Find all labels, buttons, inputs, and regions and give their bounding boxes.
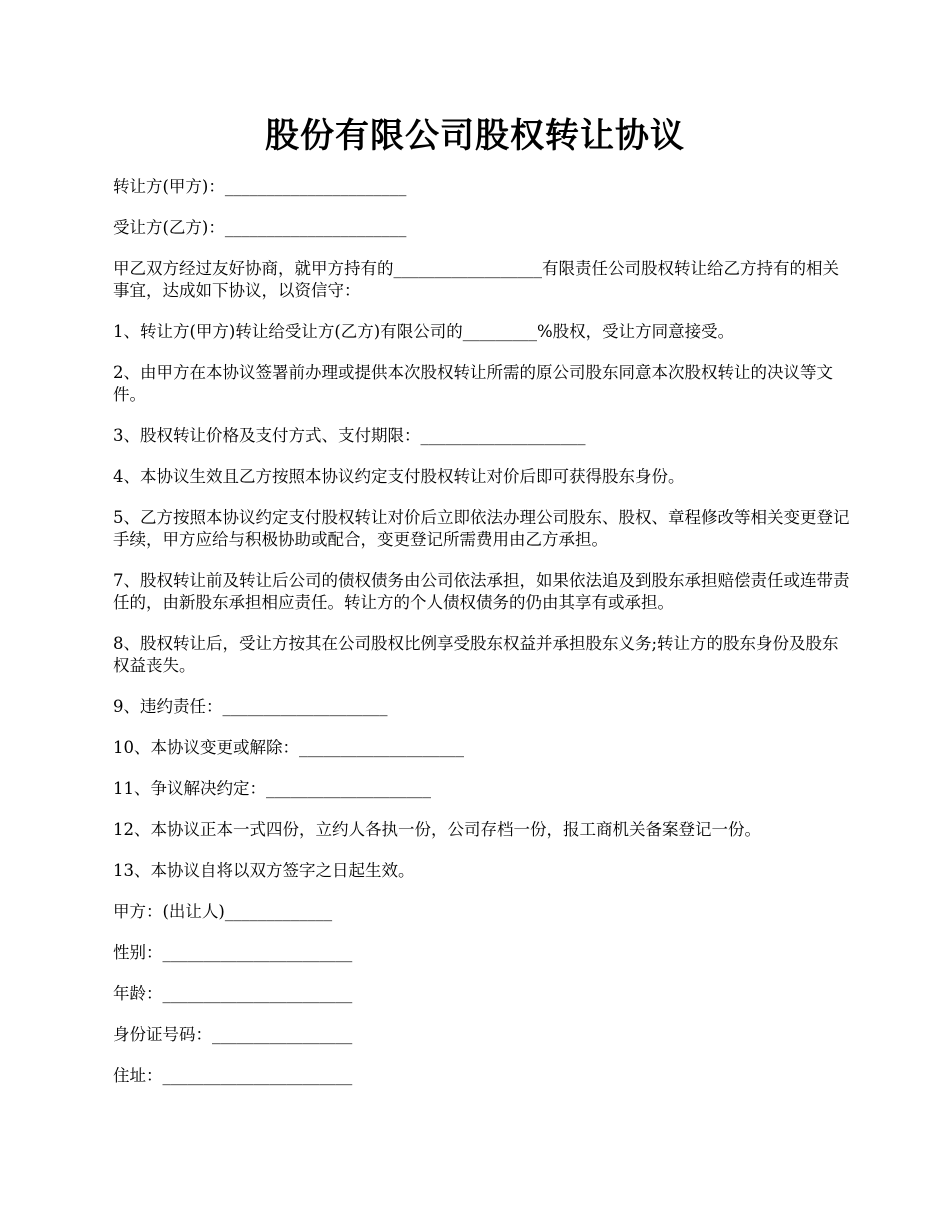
transferor-field: 转让方(甲方)：______________________ <box>113 177 407 196</box>
preamble-paragraph: 甲乙双方经过友好协商，就甲方持有的__________________有限责任公司股权转让给乙方持有的相关事宜，达成如下协议，以资信守： <box>113 259 839 300</box>
clause-12: 12、本协议正本一式四份，立约人各执一份，公司存档一份，报工商机关备案登记一份。 <box>113 820 761 839</box>
age-field: 年龄：_______________________ <box>113 984 353 1003</box>
clause-2: 2、由甲方在本协议签署前办理或提供本次股权转让所需的原公司股东同意本次股权转让的决议等文件。 <box>113 363 833 404</box>
document-body <box>113 176 853 1106</box>
transferee-field: 受让方(乙方)：______________________ <box>113 218 407 237</box>
address-field: 住址：_______________________ <box>113 1066 353 1085</box>
clause-13: 13、本协议自将以双方签字之日起生效。 <box>113 861 415 880</box>
clause-11: 11、争议解决约定：____________________ <box>113 779 431 798</box>
clause-1: 1、转让方(甲方)转让给受让方(乙方)有限公司的_________%股权，受让方同意接受。 <box>113 322 735 341</box>
clause-7: 7、股权转让前及转让后公司的债权债务由公司依法承担，如果依法追及到股东承担赔偿责任或连带责任的，由新股东承担相应责任。转让方的个人债权债务的仍由其享有或承担。 <box>113 571 850 612</box>
clause-4: 4、本协议生效且乙方按照本协议约定支付股权转让对价后即可获得股东身份。 <box>113 467 685 486</box>
clause-9: 9、违约责任：____________________ <box>113 697 388 716</box>
clause-5: 5、乙方按照本协议约定支付股权转让对价后立即依法办理公司股东、股权、章程修改等相关变更登记手续，甲方应给与积极协助或配合，变更登记所需费用由乙方承担。 <box>113 508 850 549</box>
id-number-field: 身份证号码：_________________ <box>113 1025 353 1044</box>
gender-field: 性别：_______________________ <box>113 943 353 962</box>
party-a-signature-line: 甲方：(出让人)_____________ <box>113 902 333 921</box>
document-title: 股份有限公司股权转让协议 <box>265 116 685 156</box>
clause-10: 10、本协议变更或解除：____________________ <box>113 738 464 757</box>
clause-3: 3、股权转让价格及支付方式、支付期限：____________________ <box>113 426 586 445</box>
clause-8: 8、股权转让后，受让方按其在公司股权比例享受股东权益并承担股东义务;转让方的股东身份及股东权益丧失。 <box>113 634 839 675</box>
